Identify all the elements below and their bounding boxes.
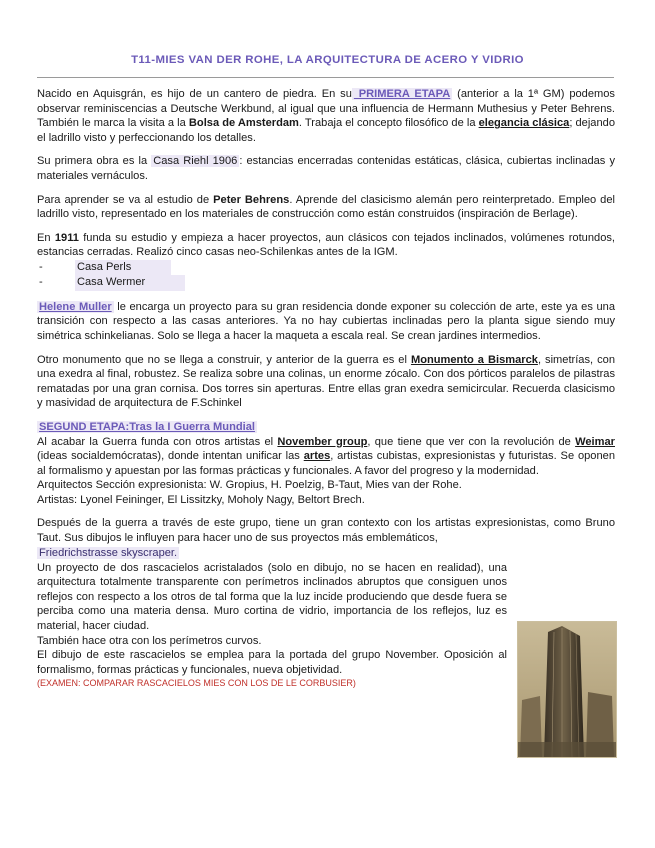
text: (ideas socialdemócratas), donde intentan unificar las <box>37 450 304 463</box>
title-divider <box>37 77 614 78</box>
paragraph-november <box>37 435 615 479</box>
primera-etapa-heading: PRIMERA ETAPA <box>353 88 451 100</box>
paragraph-portada: El dibujo de este rascacielos se emplea para la portada del grupo November. Oposición al formalismo, formas prácticas y funcionales, nueva objetividad. <box>37 649 507 676</box>
skyscraper-text-block <box>37 561 507 690</box>
text: , artistas cubistas, expresionistas y futuristas. Se oponen al formalismo y apuestan por las formas prácticas y funcionales. A favor del progreso y la modernidad. <box>37 450 615 477</box>
text: ; dejando el ladrillo visto y perfeccionando los detalles. <box>37 117 615 144</box>
artes: artes <box>303 450 331 463</box>
paragraph-intro <box>37 87 615 145</box>
november-group: November group <box>277 435 368 448</box>
page-title: T11-MIES VAN DER ROHE, LA ARQUITECTURA DE ACERO Y VIDRIO <box>131 54 524 66</box>
casas-list <box>37 260 615 291</box>
paragraph-artistas: Artistas: Lyonel Feininger, El Lissitzky, Moholy Nagy, Beltort Brech. <box>37 493 365 506</box>
text: En <box>37 231 55 244</box>
text: Para aprender se va al estudio de <box>37 193 214 206</box>
text: funda su estudio y empieza a hacer proyectos, aun clásicos con tejados inclinados, volúmenes rotundos, estancias cerradas. Realizó cinco casas neo-Schilenkas antes de la IGM. <box>37 231 615 259</box>
skyscraper-drawing-image <box>517 621 617 758</box>
year-1911: 1911 <box>54 231 79 244</box>
section-heading-segunda-etapa <box>37 420 615 435</box>
paragraph-rascacielos: Un proyecto de dos rascacielos acristalados (solo en dibujo, no se hacen en realidad), una arquitectura totalmente transparente con perímetros inclinados abruptos que consiguen unos reflejos con respecto a los otros de tal forma que la luz incide produciendo que desde fuera se perciba como una materia densa. Muro cortina de vidrio, importancia de los reflejos, luz es material, hacer ciudad. <box>37 561 507 633</box>
friedrichstrasse-skyscraper: Friedrichstrasse skyscraper. <box>39 546 178 559</box>
elegancia-clasica: elegancia clásica <box>478 117 570 130</box>
segunda-etapa-heading: SEGUND ETAPA:Tras la I Guerra Mundial <box>39 420 255 433</box>
text: : estancias encerradas contenidas estáticas, clásica, cubiertas inclinadas y materiales vernáculos. <box>37 155 615 182</box>
text: Otro monumento que no se llega a construir, y anterior de la guerra es el <box>37 353 411 366</box>
text: , que tiene que ver con la revolución de <box>367 435 576 448</box>
peter-behrens: Peter Behrens <box>213 193 290 206</box>
list-item-text: Casa Perls <box>75 260 171 275</box>
paragraph-bismarck <box>37 353 615 411</box>
paragraph-casa-riehl <box>37 154 615 183</box>
exam-note: (EXAMEN: COMPARAR RASCACIELOS MIES CON LOS DE LE CORBUSIER) <box>37 678 356 689</box>
list-item <box>37 275 615 290</box>
document-body <box>37 87 615 689</box>
text: Nacido en Aquisgrán, es hijo de un cantero de piedra. En su <box>37 88 352 100</box>
friedrichstrasse-heading <box>37 546 615 561</box>
text: . Aprende del clasicismo alemán pero reinterpretado. Empleo del ladrillo visto, representado en los materiales de construcción como están construidos (inspiración de Berlage). <box>37 193 615 221</box>
list-dash: - <box>39 276 43 289</box>
weimar: Weimar <box>575 435 615 448</box>
text: Su primera obra es la <box>37 155 152 168</box>
paragraph-despues-guerra: Después de la guerra a través de este grupo, tiene un gran contexto con los artistas expresionistas, como Bruno Taut. Sus dibujos le influyen para hacer uno de sus proyectos más emblemáticos, <box>37 517 615 545</box>
bolsa-amsterdam: Bolsa de Amsterdam <box>188 117 299 130</box>
paragraph-behrens <box>37 193 615 222</box>
paragraph-1911 <box>37 231 615 260</box>
text: , simetrías, con una exedra al final, robustez. Se realiza sobre una colinas, un enorme zócalo. Con dos pórticos paralelos de pilastras rematadas por una gran cornisa. Dos torres sin aperturas. Entre ellas gran exedra semicircular. Recuerda clasicismo y masividad de arquitectura de F.Schinkel <box>37 353 615 410</box>
casa-riehl: Casa Riehl 1906 <box>153 155 238 168</box>
text: Al acabar la Guerra funda con otros artistas el <box>37 435 278 448</box>
list-item-text: Casa Wermer <box>75 275 185 290</box>
paragraph-curvos: También hace otra con los perímetros curvos. <box>37 634 262 647</box>
text: . Trabaja el concepto filosófico de la <box>298 117 479 130</box>
text: le encarga un proyecto para su gran residencia donde exponer su colección de arte, este ya es una transición con respecto a las casas anteriores. Ya no hay cubiertas inclinadas pero la planta sigue siendo muy simétrica schinkelianas. Solo se llega a hacer la maqueta a escala real. Se crean jardines intermedios. <box>37 300 616 342</box>
text: (anterior a la 1ª GM) podemos observar reminiscencias a Deutsche Werkbund, al igual que una influencia de Hermann Muthesius y Peter Behrens. También le marca la visita a la <box>37 88 615 130</box>
list-dash: - <box>39 260 43 273</box>
skyscraper-illustration <box>518 622 616 757</box>
helene-muller: Helene Muller <box>39 300 112 313</box>
paragraph-helene-muller <box>37 300 615 344</box>
monumento-bismarck: Monumento a Bismarck <box>410 353 538 366</box>
list-item <box>37 260 615 275</box>
paragraph-arquitectos: Arquitectos Sección expresionista: W. Gropius, H. Poelzig, B-Taut, Mies van der Rohe. <box>37 479 462 492</box>
